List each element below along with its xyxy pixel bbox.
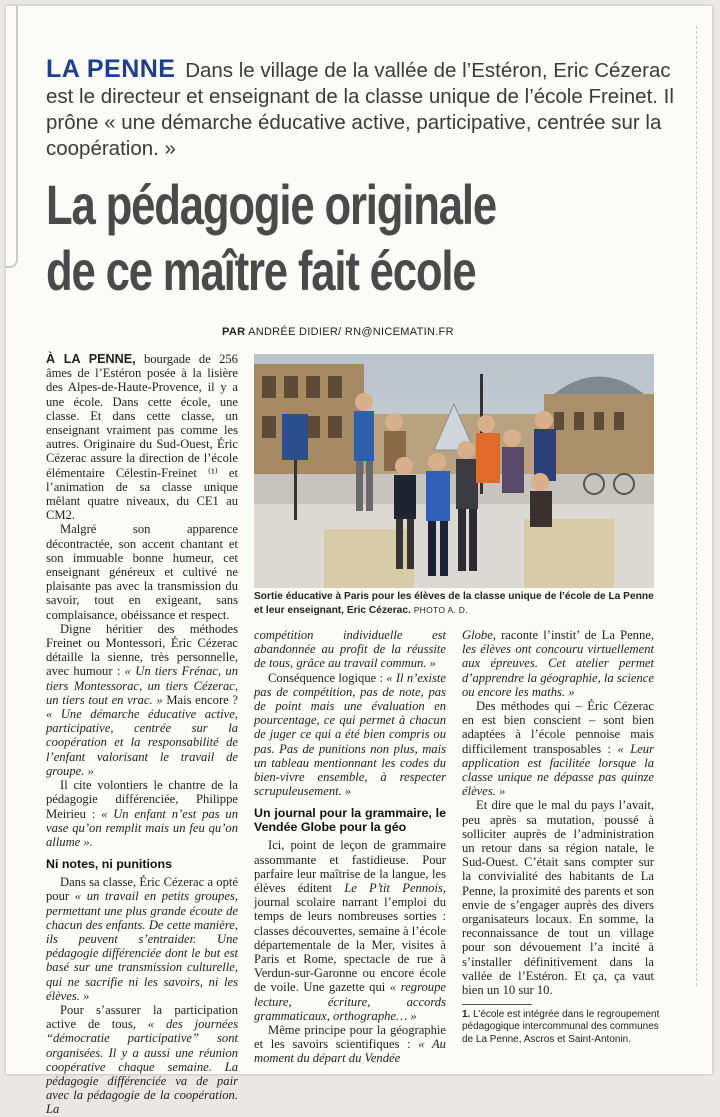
subheading: Un journal pour la grammaire, le Vendée Globe pour la géo — [254, 806, 446, 835]
footnote-text: L’école est intégrée dans le regroupement pédagogique intercommunal des communes de La Penne, Ascros et Saint-Antonin. — [462, 1009, 660, 1045]
photo-credit: PHOTO A. D. — [413, 604, 468, 615]
paragraph-text: Pour s’assurer la participation active de tous, — [46, 1002, 238, 1032]
paragraph — [254, 1023, 446, 1066]
paragraph: Et dire que le mal du pays l’avait, peu après sa mutation, poussé à solliciter auprès de l’administration un retour dans sa région natale, le Sud-Ouest. C’était sans compter sur la convivialité des habitants de La Penne, la proximité des parents et son envie de s’engager auprès des divers organisateurs locaux. En somme, la reconnaissance de tout un village pour son dévouement l’a incité à s’installer définitivement dans la vallée de l’Estéron. Et ça, ça vaut bien un 10 sur 10. — [462, 798, 654, 998]
caption-text: Sortie éducative à Paris pour les élèves de la classe unique de l’école de La Penne et leur enseignant, Eric Cézerac. — [254, 591, 654, 616]
paragraph — [254, 838, 446, 1023]
byline-author: ANDRÉE DIDIER/ RN@NICEMATIN.FR — [248, 326, 454, 338]
headline-line-1: La pédagogie originale — [46, 173, 496, 236]
footnote — [462, 1004, 662, 1046]
intro-standfirst — [46, 56, 676, 162]
article-photo — [254, 354, 654, 588]
footnote-number: 1. — [462, 1009, 471, 1020]
subheading: Ni notes, ni punitions — [46, 857, 172, 872]
paragraph — [46, 778, 238, 849]
paragraph — [46, 622, 238, 778]
group-photo-illustration — [254, 354, 654, 588]
paragraph — [462, 699, 654, 798]
byline-par: PAR — [222, 326, 246, 338]
paragraph-text: journal scolaire narrant l’emploi du temps de leurs nombreuses sorties : classes découvertes, semaine à l’école départementale de la Mer, visites à Paris et Rome, spectacle de rue à Verdun-sur-Garonne ou encore école de voile. Une gazette qui — [254, 895, 446, 995]
paragraph — [254, 671, 446, 799]
quote: Globe, — [462, 628, 496, 642]
intro-place-name: LA PENNE — [46, 55, 176, 83]
quote: « un travail en petits groupes, permettant une plus grande écoute de chacun des enfants. De cette manière, ils peuvent s’entraider. Une pédagogie différenciée dont le but est basé sur une transmission culturelle, qui ne sacrifie ni les savoirs, ni les élèves. » — [46, 889, 238, 1003]
quote: compétition individuelle est abandonnée au profit de la réussite de tous, grâce au travail commun. » — [254, 628, 446, 671]
byline — [222, 326, 454, 338]
quote: « Au moment du départ du Vendée — [254, 1037, 446, 1066]
quote: « des journées “démocratie participative” sont organisées. Il y a aussi une réunion coopérative chaque semaine. La pédagogie différenciée va de pair avec la pédagogie de la coopération. La — [46, 1017, 238, 1117]
quote: les élèves ont concouru virtuellement aux épreuves. Cet atelier permet d’apprendre la géographie, la science ou encore les maths. » — [462, 642, 654, 699]
page-edge-dash — [696, 26, 699, 986]
paragraph: Malgré son apparence décontractée, son accent chantant et son immuable bonne humeur, cet enseignant généreux et cultivé ne plaisante pas avec la transmission du savoir, tout en exigeant, sans complaisance, obéissance et respect. — [46, 522, 238, 622]
quote: « regroupe lecture, écriture, accords grammaticaux, orthographe… » — [254, 980, 446, 1023]
quote: « Leur application est facilitée lorsque la classe unique ne dépasse pas quinze élèves. » — [462, 741, 654, 799]
paragraph — [46, 1003, 238, 1117]
lead-in: À LA PENNE, — [46, 352, 136, 366]
headline-line-2: de ce maître fait école — [46, 239, 476, 302]
paragraph-text: Ici, point de leçon de grammaire assommante et fastidieuse. Pour parfaire leur maîtrise de la langue, les élèves éditent — [254, 838, 446, 896]
paragraph — [254, 628, 446, 671]
paragraph-text: raconte l’instit’ de La Penne, — [501, 628, 654, 642]
photo-caption — [254, 591, 654, 617]
quote: « Il n’existe pas de compétition, pas de note, pas de point mais une évaluation en pourcentage, ce qui permet à chacun de juger ce qui a été bien compris ou pas. Pas de punitions non plus, mais un tableau mentionnant les codes du bien-vivre ensemble, à respecter scrupuleusement. » — [254, 670, 446, 799]
paragraph — [462, 628, 654, 699]
paragraph-text: Digne héritier des méthodes Freinet ou Montessori, Éric Cézerac détaille la sienne, très personnelle, avec humour : — [46, 621, 238, 679]
article-column-3 — [462, 628, 654, 997]
paragraph-text: Des méthodes qui – Éric Cézerac en est bien conscient – sont bien adaptées à l’école pennoise mais difficilement transposables : — [462, 699, 654, 756]
article-column-1 — [46, 352, 238, 1117]
page-fold-mark — [6, 6, 18, 268]
quote: « Une démarche éducative active, participative, centrée sur la coopération et la responsabilité de l’enfant valorisant le travail de groupe. » — [46, 707, 238, 778]
quote: « Un tiers Frénac, un tiers Montessorac, un tiers Cézerac, un tiers tout en vrac. » — [46, 664, 239, 707]
quote: « Un enfant n’est pas un vase qu’on remplit mais un feu qu’on allume ». — [46, 806, 239, 849]
paragraph — [46, 875, 238, 1003]
article-headline — [46, 172, 545, 304]
paragraph-text: bourgade de 256 âmes de l’Estéron posée à la lisière des Alpes-de-Haute-Provence, il y a une école. Dans cette école, une classe. Et dans cette classe, un enseignant vraiment pas comme les autres. Originaire du Sud-Ouest, Éric Cézerac assure la direction de l’école élémentaire Célestin-Freinet ⁽¹⁾ et l’animation de sa classe unique mêlant quatre niveaux, du CE1 au CM2. — [46, 352, 238, 523]
paragraph-text: Il cite volontiers le chantre de la pédagogie différenciée, Philippe Meirieu : — [46, 778, 238, 821]
article-column-2 — [254, 628, 446, 1066]
intro-text: Dans le village de la vallée de l’Estéron, Eric Cézerac est le directeur et enseignant de la classe unique de l’école Freinet. Il prône « une démarche éducative active, participative, centrée sur la coopération. » — [46, 59, 674, 160]
paragraph-text: Mais encore ? — [166, 692, 238, 707]
footnote-rule — [462, 1004, 532, 1005]
paragraph-text: Même principe pour la géographie et les savoirs scientifiques : — [254, 1023, 446, 1052]
paragraph-text: Conséquence logique : — [268, 670, 383, 685]
journal-title: Le P’tit Pennois, — [344, 881, 446, 896]
paragraph — [46, 352, 238, 522]
paragraph-text: Dans sa classe, Éric Cézerac a opté pour — [46, 875, 238, 904]
